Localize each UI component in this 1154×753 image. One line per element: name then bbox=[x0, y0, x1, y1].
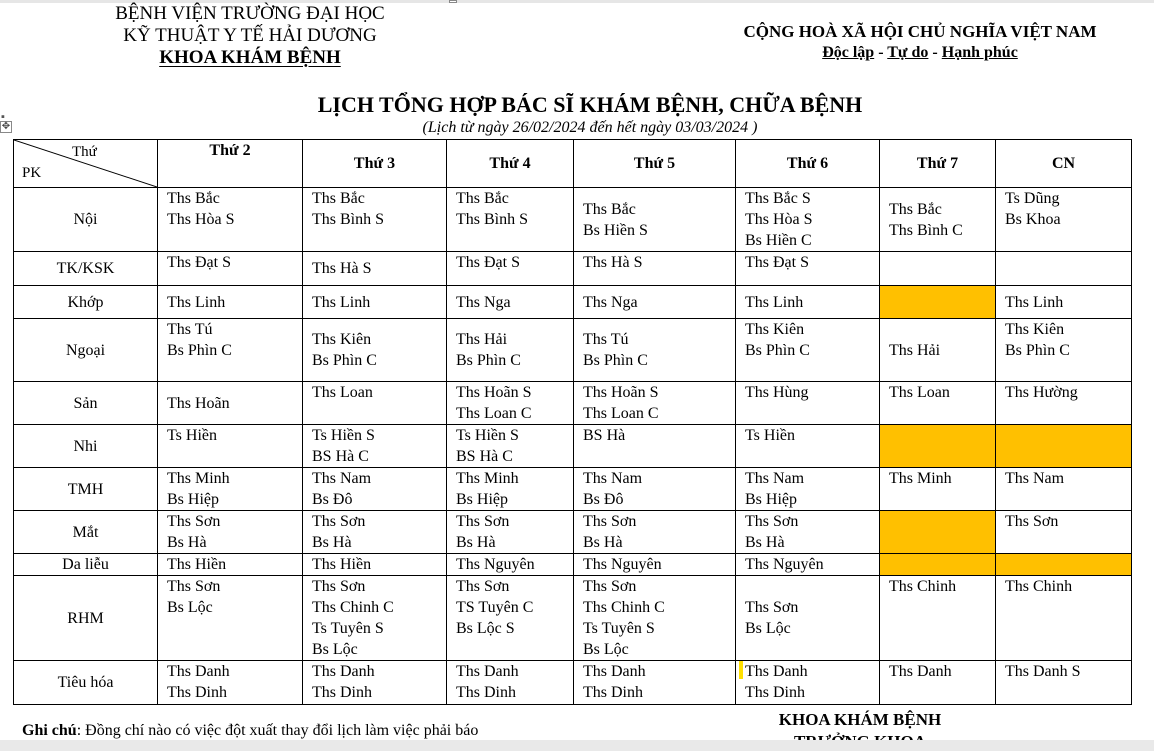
schedule-cell[interactable] bbox=[574, 576, 736, 661]
schedule-cell[interactable] bbox=[880, 188, 996, 252]
schedule-cell[interactable] bbox=[447, 511, 574, 554]
doctor-name: BS Hà C bbox=[456, 448, 513, 465]
schedule-cell[interactable] bbox=[447, 425, 574, 468]
schedule-cell[interactable] bbox=[574, 286, 736, 319]
doctor-name: BS Hà C bbox=[312, 448, 369, 465]
schedule-cell[interactable] bbox=[736, 188, 880, 252]
doctor-name: Ths Kiên bbox=[745, 321, 805, 338]
doctor-name: Ths Chinh bbox=[889, 578, 957, 595]
table-row bbox=[14, 425, 1132, 468]
doctor-name: Ths Sơn bbox=[1005, 513, 1059, 530]
schedule-cell[interactable] bbox=[574, 188, 736, 252]
doctor-name: Ths Hà S bbox=[312, 260, 372, 277]
schedule-cell[interactable] bbox=[574, 661, 736, 705]
schedule-cell[interactable] bbox=[574, 468, 736, 511]
doctor-name: Bs Phìn C bbox=[312, 352, 377, 369]
doctor-name: Ths Đạt S bbox=[456, 254, 520, 271]
nation-name: CỘNG HOÀ XÃ HỘI CHỦ NGHĨA VIỆT NAM bbox=[743, 22, 1097, 41]
doctor-name: Ths Nguyên bbox=[745, 556, 824, 573]
doctor-name: Ths Hải bbox=[456, 331, 508, 348]
doctor-name: Ths Sơn bbox=[456, 578, 510, 595]
doctor-name: Ths Sơn bbox=[745, 513, 799, 530]
room-name: Tiêu hóa bbox=[14, 661, 158, 705]
doctor-name: Bs Phìn C bbox=[167, 342, 232, 359]
footnote bbox=[22, 722, 478, 740]
doctor-name: Ths Linh bbox=[312, 293, 371, 311]
schedule-cell[interactable] bbox=[303, 319, 447, 382]
doctor-name: Ths Danh bbox=[167, 663, 230, 680]
schedule-cell[interactable] bbox=[574, 425, 736, 468]
schedule-cell[interactable] bbox=[447, 319, 574, 382]
schedule-cell[interactable] bbox=[736, 661, 880, 705]
doctor-name: Ts Tuyên S bbox=[312, 620, 384, 637]
doctor-name: Ths Hoãn S bbox=[456, 384, 532, 401]
schedule-cell[interactable] bbox=[996, 576, 1132, 661]
table-row bbox=[14, 468, 1132, 511]
doctor-name: Bs Hiệp bbox=[456, 491, 508, 508]
document-subtitle: (Lịch từ ngày 26/02/2024 đến hết ngày 03/03/2024 ) bbox=[422, 119, 758, 136]
doctor-name: Ths Hiền bbox=[167, 556, 227, 573]
doctor-name: Ths Bắc bbox=[312, 190, 365, 207]
schedule-cell[interactable] bbox=[880, 252, 996, 286]
doctor-name: Ths Bắc bbox=[889, 200, 942, 218]
nation-header bbox=[700, 21, 1140, 63]
doctor-name: Ths Loan C bbox=[456, 405, 532, 422]
schedule-cell[interactable] bbox=[303, 468, 447, 511]
doctor-name: Ths Dinh bbox=[167, 684, 227, 701]
schedule-cell[interactable] bbox=[158, 188, 303, 252]
doctor-name: Bs Đô bbox=[312, 491, 353, 508]
status-bar bbox=[0, 740, 1154, 751]
schedule-cell[interactable] bbox=[447, 661, 574, 705]
doctor-name-text: Ths Danh bbox=[745, 663, 808, 680]
doctor-name: Ths Hoãn bbox=[167, 394, 230, 412]
doctor-name: Ths Sơn bbox=[583, 513, 637, 530]
doctor-name: Ths Linh bbox=[167, 293, 226, 311]
doctor-name: Ths Dinh bbox=[583, 684, 643, 701]
corner-cell bbox=[14, 140, 158, 188]
doctor-name: Bs Phìn C bbox=[745, 342, 810, 359]
hospital-name-line1: BỆNH VIỆN TRƯỜNG ĐẠI HỌC bbox=[115, 3, 385, 24]
doctor-name: Ths Sơn bbox=[167, 513, 221, 530]
schedule-cell[interactable] bbox=[574, 554, 736, 576]
doctor-name: Ths Bắc S bbox=[745, 190, 811, 207]
doctor-name: Ths Sơn bbox=[456, 513, 510, 530]
day-header: Thứ 7 bbox=[880, 140, 996, 188]
doctor-name: Ths Loan bbox=[312, 384, 373, 401]
schedule-cell[interactable] bbox=[158, 425, 303, 468]
schedule-cell[interactable] bbox=[158, 511, 303, 554]
schedule-cell[interactable] bbox=[303, 511, 447, 554]
doctor-name: Ths Bình C bbox=[889, 221, 963, 239]
day-header: CN bbox=[996, 140, 1132, 188]
room-name: TK/KSK bbox=[14, 252, 158, 286]
doctor-name: Bs Phìn C bbox=[456, 352, 521, 369]
document-title: LỊCH TỔNG HỢP BÁC SĨ KHÁM BỆNH, CHỮA BỆNH bbox=[317, 92, 863, 117]
doctor-name: Ths Loan bbox=[889, 384, 950, 401]
schedule-cell[interactable] bbox=[736, 425, 880, 468]
schedule-cell[interactable] bbox=[158, 252, 303, 286]
doctor-name: Ths Hòa S bbox=[167, 211, 235, 228]
schedule-cell[interactable] bbox=[303, 576, 447, 661]
schedule-cell[interactable] bbox=[303, 188, 447, 252]
doctor-name: Bs Lộc bbox=[167, 599, 213, 616]
table-row bbox=[14, 188, 1132, 252]
doctor-name: Bs Hiền C bbox=[745, 232, 812, 249]
doctor-name: Ths Sơn bbox=[167, 578, 221, 595]
doctor-name: Ths Dinh bbox=[312, 684, 372, 701]
room-name: Khớp bbox=[14, 286, 158, 319]
doctor-name: Ths Danh bbox=[583, 663, 646, 680]
paragraph-mark-icon: ▪ bbox=[1, 111, 5, 123]
doctor-name: Bs Hà bbox=[745, 534, 785, 551]
schedule-cell[interactable] bbox=[880, 319, 996, 382]
schedule-cell[interactable] bbox=[574, 252, 736, 286]
doctor-name: Ths Danh bbox=[456, 663, 519, 680]
doctor-name: Ths Bắc bbox=[583, 200, 636, 218]
schedule-cell[interactable] bbox=[736, 468, 880, 511]
schedule-cell[interactable] bbox=[158, 286, 303, 319]
doctor-name: Ths Bắc bbox=[456, 190, 509, 207]
schedule-cell[interactable] bbox=[447, 382, 574, 425]
table-row bbox=[14, 661, 1132, 705]
schedule-cell[interactable] bbox=[574, 382, 736, 425]
schedule-cell[interactable] bbox=[736, 382, 880, 425]
doctor-name: Ths Hòa S bbox=[745, 211, 813, 228]
schedule-cell[interactable] bbox=[996, 511, 1132, 554]
doctor-name: Ths Nam bbox=[745, 470, 805, 487]
table-row bbox=[14, 511, 1132, 554]
schedule-cell[interactable] bbox=[158, 576, 303, 661]
schedule-cell[interactable] bbox=[736, 286, 880, 319]
day-header: Thứ 5 bbox=[574, 140, 736, 188]
doctor-name: Ths Hải bbox=[889, 341, 941, 359]
day-header: Thứ 2 bbox=[158, 140, 303, 188]
doctor-name: Bs Hiền S bbox=[583, 221, 648, 239]
motto-separator: - bbox=[928, 44, 942, 61]
schedule-cell[interactable] bbox=[996, 425, 1132, 468]
doctor-name: Bs Hiệp bbox=[167, 491, 219, 508]
doctor-name: Ths Bắc bbox=[167, 190, 220, 207]
schedule-cell[interactable] bbox=[880, 661, 996, 705]
doctor-name: Ts Hiền S bbox=[312, 427, 375, 444]
schedule-cell[interactable] bbox=[158, 382, 303, 425]
doctor-name: Ths Hà S bbox=[583, 254, 643, 271]
doctor-name: Ths Hiền bbox=[312, 556, 372, 573]
doctor-name: Ths Chinh C bbox=[583, 599, 665, 616]
schedule-cell[interactable] bbox=[996, 286, 1132, 319]
doctor-name: Ths Đạt S bbox=[745, 254, 809, 271]
corner-room-label: PK bbox=[22, 165, 42, 181]
doctor-name: Bs Hà bbox=[456, 534, 496, 551]
doctor-name: Ths Nam bbox=[583, 470, 643, 487]
doctor-name: Ths Nga bbox=[456, 293, 511, 311]
room-name: TMH bbox=[14, 468, 158, 511]
schedule-cell[interactable] bbox=[303, 661, 447, 705]
schedule-cell[interactable] bbox=[880, 425, 996, 468]
doctor-name: Ths Nguyên bbox=[583, 556, 662, 573]
schedule-cell[interactable] bbox=[880, 468, 996, 511]
doctor-name: Ths Dinh bbox=[745, 684, 805, 701]
table-row bbox=[14, 382, 1132, 425]
doctor-name: Ths Kiên bbox=[312, 331, 372, 348]
schedule-cell[interactable] bbox=[447, 286, 574, 319]
signature-department: KHOA KHÁM BỆNH bbox=[778, 710, 942, 729]
schedule-cell[interactable] bbox=[574, 511, 736, 554]
schedule-cell[interactable] bbox=[303, 286, 447, 319]
motto-separator: - bbox=[874, 44, 888, 61]
hospital-name-line2: KỸ THUẬT Y TẾ HẢI DƯƠNG bbox=[123, 25, 377, 46]
room-name: RHM bbox=[14, 576, 158, 661]
schedule-cell[interactable] bbox=[158, 661, 303, 705]
doctor-name: Bs Lộc bbox=[583, 641, 629, 658]
doctor-name: Bs Lộc bbox=[745, 620, 791, 637]
doctor-name: Ths Bình S bbox=[312, 211, 385, 228]
schedule-cell[interactable] bbox=[996, 554, 1132, 576]
table-row bbox=[14, 319, 1132, 382]
day-header: Thứ 3 bbox=[303, 140, 447, 188]
doctor-name: Ths Nga bbox=[583, 293, 638, 311]
doctor-name: Bs Lộc bbox=[312, 641, 358, 658]
schedule-cell[interactable] bbox=[996, 661, 1132, 705]
doctor-name: Ths Sơn bbox=[312, 578, 366, 595]
room-name: Ngoại bbox=[14, 319, 158, 382]
header-row bbox=[14, 140, 1132, 188]
room-name: Sản bbox=[14, 382, 158, 425]
table-move-handle-icon[interactable]: ✥ bbox=[1, 121, 11, 132]
doctor-name: Ths Minh bbox=[889, 470, 952, 487]
room-name: Da liễu bbox=[14, 554, 158, 576]
room-name: Mắt bbox=[14, 511, 158, 554]
schedule-cell[interactable] bbox=[447, 252, 574, 286]
corner-day-label: Thứ bbox=[72, 144, 97, 160]
motto-independence: Độc lập bbox=[822, 44, 875, 61]
doctor-name: Ths Chinh C bbox=[312, 599, 394, 616]
doctor-name: Ths Sơn bbox=[312, 513, 366, 530]
text-cursor-icon bbox=[739, 661, 743, 679]
doctor-name: Ths Nguyên bbox=[456, 556, 535, 573]
schedule-cell[interactable] bbox=[880, 286, 996, 319]
doctor-name: Ths Linh bbox=[1005, 293, 1064, 311]
schedule-cell[interactable] bbox=[880, 554, 996, 576]
schedule-cell[interactable] bbox=[447, 554, 574, 576]
schedule-cell[interactable] bbox=[736, 319, 880, 382]
table-row bbox=[14, 576, 1132, 661]
doctor-name: Ths Sơn bbox=[583, 578, 637, 595]
schedule-cell[interactable] bbox=[736, 554, 880, 576]
ruler-marker[interactable] bbox=[449, 0, 457, 3]
doctor-name: Ts Hiền bbox=[745, 427, 795, 444]
department-name: KHOA KHÁM BỆNH bbox=[159, 47, 341, 68]
doctor-name: Ths Bình S bbox=[456, 211, 529, 228]
schedule-cell[interactable] bbox=[996, 188, 1132, 252]
doctor-name: Bs Phìn C bbox=[583, 352, 648, 369]
schedule-cell[interactable] bbox=[303, 425, 447, 468]
doctor-name: Ths Dinh bbox=[456, 684, 516, 701]
schedule-cell[interactable] bbox=[574, 319, 736, 382]
day-header: Thứ 4 bbox=[447, 140, 574, 188]
doctor-name: TS Tuyên C bbox=[456, 599, 534, 616]
doctor-name: Ths Nam bbox=[1005, 470, 1065, 487]
doctor-name: Bs Lộc S bbox=[456, 620, 515, 637]
doctor-name: Bs Khoa bbox=[1005, 211, 1061, 228]
room-name: Nhi bbox=[14, 425, 158, 468]
schedule-table bbox=[13, 139, 1132, 705]
doctor-name: Bs Hiệp bbox=[745, 491, 797, 508]
schedule-cell[interactable] bbox=[303, 554, 447, 576]
day-header: Thứ 6 bbox=[736, 140, 880, 188]
schedule-cell[interactable] bbox=[880, 511, 996, 554]
doctor-name: Bs Phìn C bbox=[1005, 342, 1070, 359]
doctor-name: Bs Hà bbox=[167, 534, 207, 551]
doctor-name: Ths Tú bbox=[583, 331, 629, 348]
doctor-name: Ths Hường bbox=[1005, 384, 1078, 401]
doctor-name: Ths Đạt S bbox=[167, 254, 231, 271]
doctor-name: Bs Hà bbox=[312, 534, 352, 551]
schedule-cell[interactable] bbox=[447, 188, 574, 252]
doctor-name: Ths Chinh bbox=[1005, 578, 1073, 595]
doctor-name: Ths Minh bbox=[456, 470, 519, 487]
schedule-cell[interactable] bbox=[158, 468, 303, 511]
doctor-name: Bs Đô bbox=[583, 491, 624, 508]
note-text: : Đồng chí nào có việc đột xuất thay đổi lịch làm việc phải báo bbox=[76, 722, 479, 739]
doctor-name: Ths Loan C bbox=[583, 405, 659, 422]
schedule-cell[interactable] bbox=[736, 511, 880, 554]
schedule-cell[interactable] bbox=[736, 252, 880, 286]
schedule-cell[interactable] bbox=[447, 576, 574, 661]
doctor-name: Ths Hoãn S bbox=[583, 384, 659, 401]
doctor-name: Ths Tú bbox=[167, 321, 213, 338]
schedule-cell[interactable] bbox=[303, 252, 447, 286]
national-motto bbox=[700, 43, 1140, 63]
hospital-header bbox=[100, 3, 400, 69]
schedule-cell[interactable] bbox=[996, 319, 1132, 382]
doctor-name: Ts Tuyên S bbox=[583, 620, 655, 637]
schedule-cell[interactable] bbox=[158, 319, 303, 382]
room-name: Nội bbox=[14, 188, 158, 252]
schedule-cell[interactable] bbox=[880, 576, 996, 661]
schedule-cell[interactable] bbox=[996, 468, 1132, 511]
schedule-cell[interactable] bbox=[447, 468, 574, 511]
doctor-name: Ths Danh bbox=[889, 663, 952, 680]
doctor-name: Ths Sơn bbox=[745, 599, 799, 616]
schedule-cell[interactable] bbox=[996, 252, 1132, 286]
doctor-name: Ths Nam bbox=[312, 470, 372, 487]
schedule-cell[interactable] bbox=[303, 382, 447, 425]
doctor-name: Ts Hiền bbox=[167, 427, 217, 444]
doctor-name: Bs Hà bbox=[583, 534, 623, 551]
doctor-name: Ths Linh bbox=[745, 293, 804, 311]
table-row bbox=[14, 554, 1132, 576]
schedule-cell[interactable] bbox=[880, 382, 996, 425]
schedule-cell[interactable] bbox=[158, 554, 303, 576]
motto-happiness: Hạnh phúc bbox=[941, 44, 1018, 61]
doctor-name: Ts Dũng bbox=[1005, 190, 1060, 207]
doctor-name: Ths Kiên bbox=[1005, 321, 1065, 338]
doctor-name: Ts Hiền S bbox=[456, 427, 519, 444]
doctor-name bbox=[745, 661, 879, 682]
doctor-name: Ths Minh bbox=[167, 470, 230, 487]
schedule-cell[interactable] bbox=[996, 382, 1132, 425]
motto-freedom: Tự do bbox=[887, 44, 929, 61]
table-row bbox=[14, 286, 1132, 319]
doctor-name: Ths Hùng bbox=[745, 384, 809, 401]
table-row bbox=[14, 252, 1132, 286]
schedule-cell[interactable] bbox=[736, 576, 880, 661]
doctor-name: BS Hà bbox=[583, 427, 626, 444]
doctor-name: Ths Danh bbox=[312, 663, 375, 680]
note-label: Ghi chú bbox=[22, 722, 77, 739]
doctor-name: Ths Danh S bbox=[1005, 663, 1081, 680]
